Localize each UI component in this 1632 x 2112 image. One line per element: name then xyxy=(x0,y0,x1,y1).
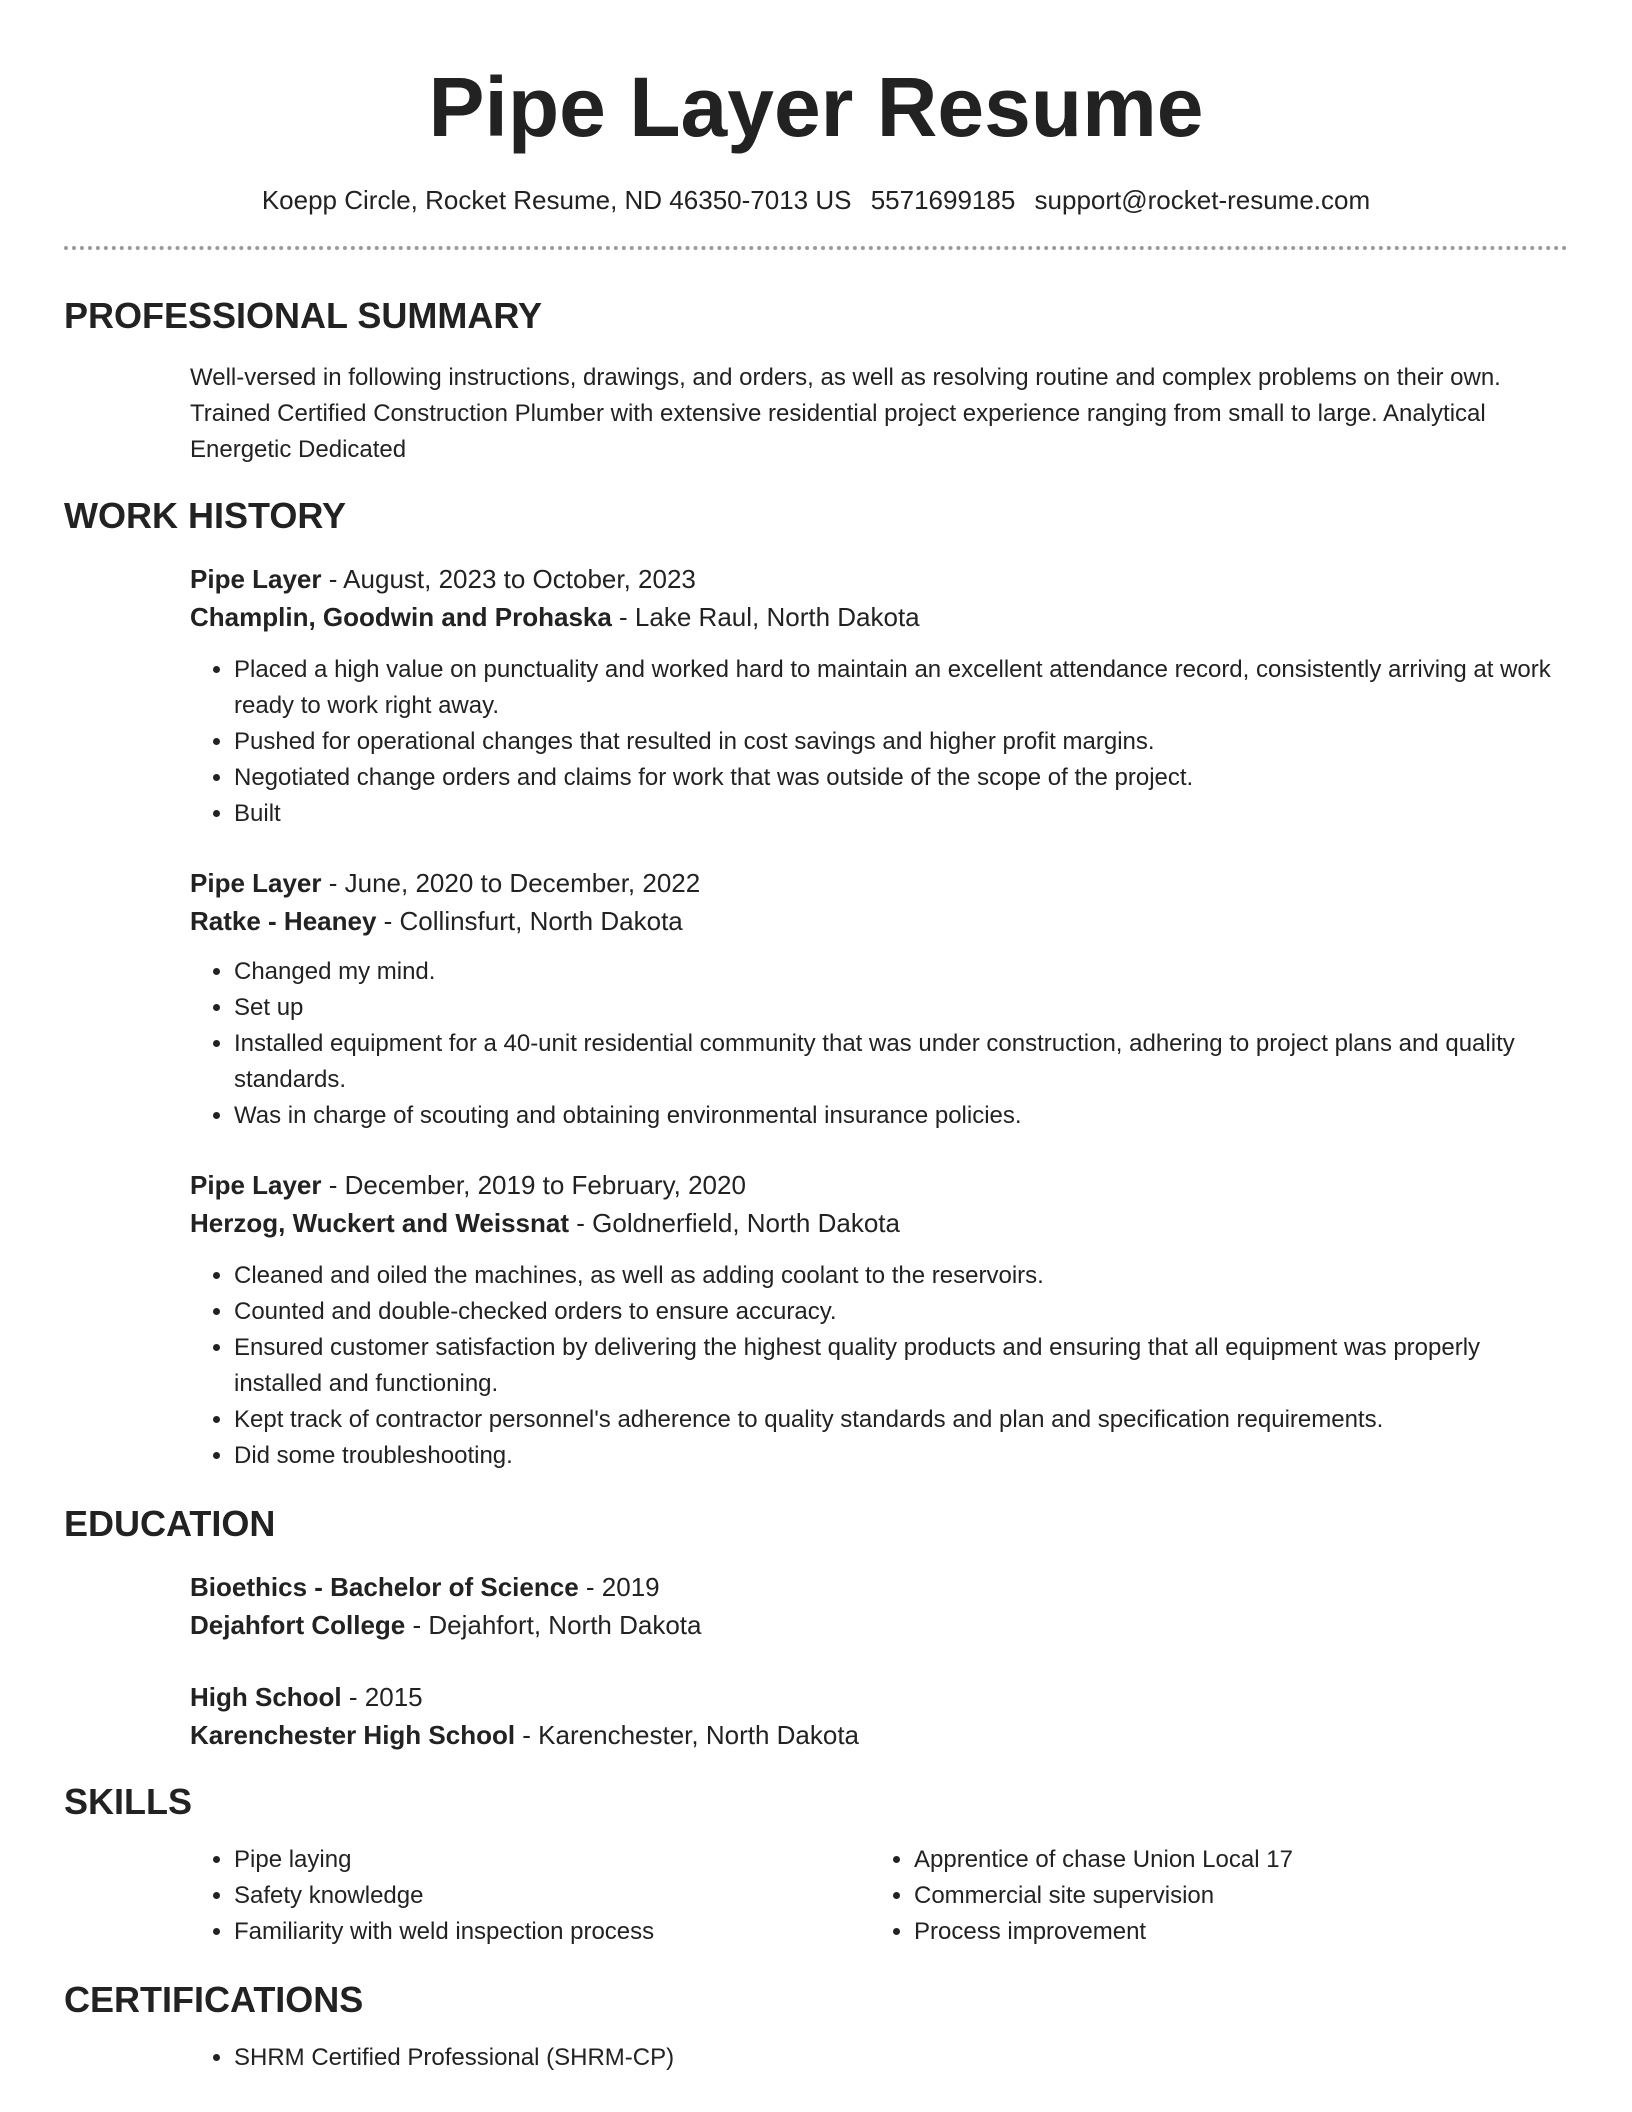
education-year: - 2015 xyxy=(341,1682,423,1712)
summary-heading: PROFESSIONAL SUMMARY xyxy=(64,295,543,336)
job-title: Pipe Layer xyxy=(190,868,322,898)
job-entry xyxy=(64,864,1568,1134)
education-school: Dejahfort College xyxy=(190,1610,406,1640)
list-item: • Cleaned and oiled the machines, as well as adding coolant to the reservoirs. xyxy=(234,1258,1568,1294)
job-title-line xyxy=(190,560,1568,598)
education-degree-line xyxy=(190,1568,1568,1606)
list-item: • Was in charge of scouting and obtaining environmental insurance policies. xyxy=(234,1098,1568,1134)
certifications-list xyxy=(190,2040,1568,2076)
contact-address: Koepp Circle, Rocket Resume, ND 46350-7013 US xyxy=(261,185,852,215)
education-degree: High School xyxy=(190,1682,342,1712)
list-item: • Changed my mind. xyxy=(234,954,1568,990)
job-company-line xyxy=(190,598,1568,636)
work-heading: WORK HISTORY xyxy=(64,495,347,536)
list-item: • Familiarity with weld inspection process xyxy=(234,1914,870,1950)
education-year: - 2019 xyxy=(578,1572,660,1602)
education-degree: Bioethics - Bachelor of Science xyxy=(190,1572,579,1602)
job-dates: - August, 2023 to October, 2023 xyxy=(321,564,696,594)
list-item: • Apprentice of chase Union Local 17 xyxy=(914,1842,1550,1878)
job-entry xyxy=(64,560,1568,832)
education-location: - Dejahfort, North Dakota xyxy=(405,1610,702,1640)
list-item: • Ensured customer satisfaction by delivering the highest quality products and ensuring that all equipment was properly installed and functioning. xyxy=(234,1330,1568,1402)
skills-list-left xyxy=(190,1842,870,1950)
job-company: Herzog, Wuckert and Weissnat xyxy=(190,1208,570,1238)
list-item: • Commercial site supervision xyxy=(914,1878,1550,1914)
contact-line xyxy=(64,184,1568,216)
job-bullets xyxy=(190,954,1568,1134)
job-bullets xyxy=(190,652,1568,832)
certifications-block xyxy=(64,2040,1568,2076)
list-item: • Process improvement xyxy=(914,1914,1550,1950)
list-item: • SHRM Certified Professional (SHRM-CP) xyxy=(234,2040,1568,2076)
job-company: Ratke - Heaney xyxy=(190,906,377,936)
education-location: - Karenchester, North Dakota xyxy=(515,1720,860,1750)
list-item: • Installed equipment for a 40-unit residential community that was under construction, adhering to project plans and quality standards. xyxy=(234,1026,1568,1098)
list-item: • Built xyxy=(234,796,1568,832)
list-item: • Set up xyxy=(234,990,1568,1026)
skills-grid xyxy=(64,1842,1568,1950)
list-item: • Pipe laying xyxy=(234,1842,870,1878)
education-heading: EDUCATION xyxy=(64,1503,276,1544)
header-divider xyxy=(64,246,1568,250)
list-item: • Pushed for operational changes that resulted in cost savings and higher profit margins. xyxy=(234,724,1568,760)
education-entry xyxy=(64,1568,1568,1644)
job-company: Champlin, Goodwin and Prohaska xyxy=(190,602,612,632)
education-entry xyxy=(64,1678,1568,1754)
job-location: - Lake Raul, North Dakota xyxy=(611,602,920,632)
job-dates: - June, 2020 to December, 2022 xyxy=(321,868,701,898)
education-school-line xyxy=(190,1606,1568,1644)
resume-title: Pipe Layer Resume xyxy=(428,60,1204,154)
list-item: • Kept track of contractor personnel's adherence to quality standards and plan and specification requirements. xyxy=(234,1402,1568,1438)
job-location: - Goldnerfield, North Dakota xyxy=(569,1208,900,1238)
education-school: Karenchester High School xyxy=(190,1720,516,1750)
list-item: • Did some troubleshooting. xyxy=(234,1438,1568,1474)
summary-text: Well-versed in following instructions, drawings, and orders, as well as resolving routine and complex problems on their own. Trained Certified Construction Plumber with extensive residential project experience ranging from small to large. Analytical Energetic Dedicated xyxy=(190,364,1501,463)
job-company-line xyxy=(190,902,1568,940)
list-item: • Counted and double-checked orders to ensure accuracy. xyxy=(234,1294,1568,1330)
skills-heading: SKILLS xyxy=(64,1781,193,1822)
list-item: • Safety knowledge xyxy=(234,1878,870,1914)
list-item: • Placed a high value on punctuality and worked hard to maintain an excellent attendance record, consistently arriving at work ready to work right away. xyxy=(234,652,1568,724)
list-item: • Negotiated change orders and claims for work that was outside of the scope of the project. xyxy=(234,760,1568,796)
contact-phone: 5571699185 xyxy=(870,185,1016,215)
job-title: Pipe Layer xyxy=(190,564,322,594)
job-bullets xyxy=(190,1258,1568,1474)
job-entry xyxy=(64,1166,1568,1474)
job-title-line xyxy=(190,1166,1568,1204)
job-title-line xyxy=(190,864,1568,902)
certifications-heading: CERTIFICATIONS xyxy=(64,1979,364,2020)
job-dates: - December, 2019 to February, 2020 xyxy=(321,1170,746,1200)
job-title: Pipe Layer xyxy=(190,1170,322,1200)
skills-list-right xyxy=(870,1842,1550,1950)
job-company-line xyxy=(190,1204,1568,1242)
education-school-line xyxy=(190,1716,1568,1754)
education-degree-line xyxy=(190,1678,1568,1716)
job-location: - Collinsfurt, North Dakota xyxy=(376,906,683,936)
contact-email: support@rocket-resume.com xyxy=(1034,185,1371,215)
